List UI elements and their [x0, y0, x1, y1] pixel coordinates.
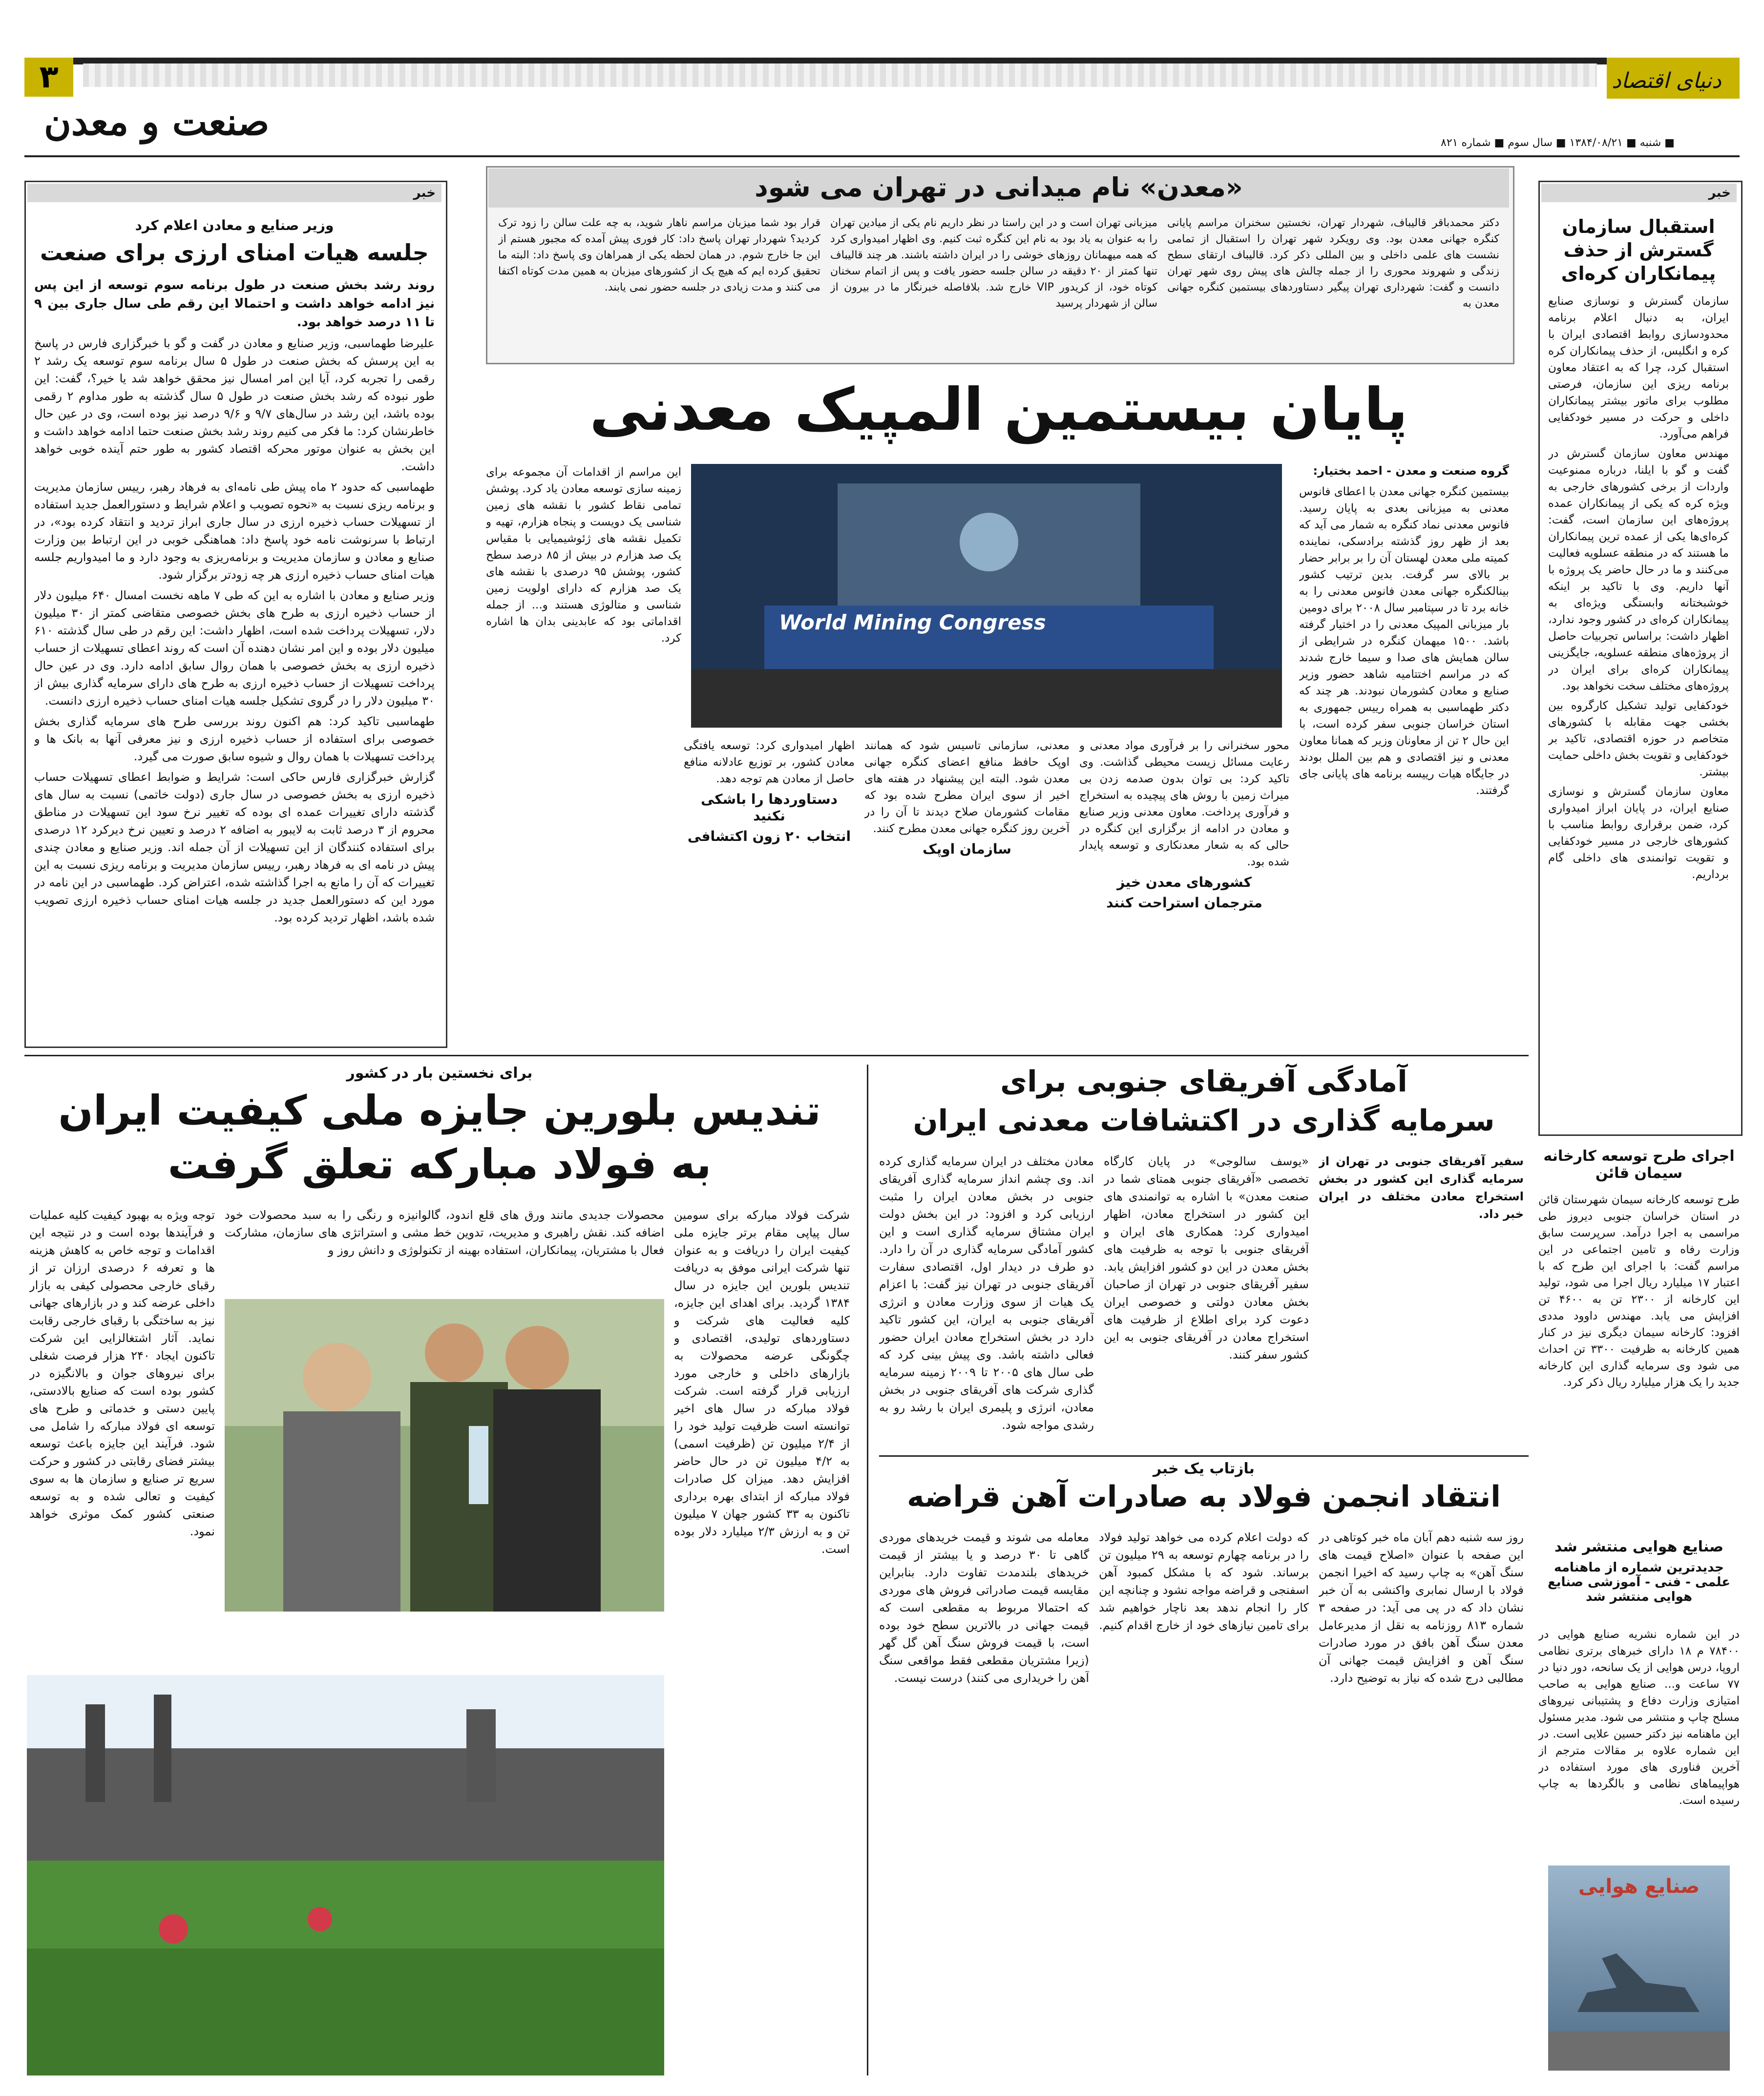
right-body-p3: خودکفایی تولید تشکیل کارگروه بین بخشی جهت مقابله با کشورهای متخاصم در حوزه اقتصادی، تاکید بر خودکفایی و تقویت بخش داخلی حمایت بیشتر.	[1548, 699, 1729, 778]
right-body-p4: معاون سازمان گسترش و نوسازی صنایع ایران، در پایان ابراز امیدواری کرد، ضمن برقراری روابط مناسب با کشورهای خارجی در مسیر خودکفایی و تقویت توانمندی های داخلی گام برداریم.	[1548, 785, 1729, 881]
main-col-3-text: معدنی، سازمانی تاسیس شود که همانند اوپک حافظ منافع اعضای کنگره جهانی معدن شود. البته این پیشنهاد در هفته های اخیر از سوی ایران مطرح شده بود که مقامات کشورمان صلاح دیدند تا آن را در آخرین روز کنگره جهانی معدن مطرح کنند.	[864, 739, 1070, 835]
main-col-3	[864, 737, 1070, 1030]
subhead-zone: انتخاب ۲۰ زون اکتشافی	[687, 828, 851, 844]
steel-col-2: محصولات جدیدی مانند ورق های قلع اندود، گالوانیزه و رنگی را به سبد محصولات خود اضافه کند. نقش راهبری و مدیریت، تدوین خط مشی و استراتژی های سازمان، مشارکت فعال با مشتریان، پیمانکاران، استفاده بهینه از تکنولوژی و دانش روز و	[225, 1208, 664, 1257]
left-kicker: وزیر صنایع و معادن اعلام کرد	[135, 217, 334, 233]
right-news2-body: طرح توسعه کارخانه سیمان شهرستان قائن در استان خراسان جنوبی دیروز طی مراسمی به اجرا درآمد. سرپرست سابق وزارت رفاه و تامین اجتماعی در این مراسم گفت: با اجرای این طرح که با اعتبار ۱۷ میلیارد ریال اجرا می شود، تولید این کارخانه از ۲۳۰۰ تن به ۴۶۰۰ تن افزایش می یابد. مهندس داوود مددی افزود: کارخانه سیمان دیگری نیز در کنار همین کارخانه به ظرفیت ۳۳۰۰ تن احداث می شود وی سرمایه گذاری این کارخانه جدید را یک هزار میلیارد ریال ذکر کرد.	[1538, 1194, 1740, 1389]
section-title: صنعت و معدن	[44, 100, 270, 144]
left-lead: روند رشد بخش صنعت در طول برنامه سوم توسعه از این پس نیز ادامه خواهد داشت و احتمالا این رقم طی سال جاری بین ۹ تا ۱۱ درصد خواهد بود.	[34, 278, 435, 330]
subhead-dastavardha: دستاوردها را باشکی نکنید	[700, 791, 838, 824]
top-box-col-2: میزبانی تهران است و در این راستا در نظر داریم نام یکی از میادین تهران را به عنوان به یاد بود به نام این کنگره ثبت کنیم. وی اظهار امیدواری کرد که همه میهمانان روزهای خوشی را در ایران داشته باشند. هر چند قالیباف تنها کمتر از ۲۰ دقیقه در سالن جلسه حضور یافت و پس از اتمام سخنان کوتاه خود، از کریدور VIP خارج شد. بلافاصله خبرنگار ما در بیرون از سالن از شهردار پرسید	[830, 217, 1157, 310]
right-news3-kicker: جدیدترین شماره از ماهنامه علمی - فنی - آموزشی صنایع هوایی منتشر شد	[1547, 1560, 1731, 1604]
sa-headline-2: سرمایه گذاری در اکتشافات معدنی ایران	[913, 1104, 1495, 1138]
subhead-kashvar: کشورهای معدن خیز	[1117, 874, 1252, 890]
steel-caption	[225, 1616, 664, 1660]
main-col-1: بیستمین کنگره جهانی معدن با اعطای فانوس معدنی به میزبانی بعدی به پایان رسید. فانوس معدنی نماد کنگره به شمار می آید که بعد از ظهر روز گذشته برادسکی، نماینده کمیته ملی معدن لهستان آن را بر برابر حضار بر بالای سر گرفت. بدین ترتیب کشور بینالکنگره جهانی معدن فانوس معدنی را به خانه برد تا در سپتامبر سال ۲۰۰۸ برای دومین بار میزبانی المپیک معدنی را در اختیار گرفته باشد. ۱۵۰۰ میهمان کنگره در شرایطی از سالن همایش های صدا و سیما خارج شدند که در مراسم اختتامیه شاهد حضور وزیر صنایع و معادن کشورمان نبودند. هر چند که دکتر طهماسبی به همراه رییس جمهوری به استان خراسان جنوبی سفر کرده است، با این حال ۲ تن از معاونان وزیر که همانا معاون معدنی و نیز اقتصادی و هم بین الملل بودند در جایگاه هیات رییسه برنامه های پایانی جای گرفتند.	[1299, 485, 1509, 797]
subhead-motarjeman: مترجمان استراحت کنند	[1106, 895, 1262, 911]
steel-col-3: توجه ویژه به بهبود کیفیت کلیه عملیات و فرآیندها بوده است و در نتیجه این اقدامات و توجه خاص به کاهش هزینه ها و تعرفه ۶ درصدی ارزان تر از رقبای خارجی محصولی کیفی به بازار داخلی عرضه کند و در بازارهای جهانی نیز به ساختگی با رقبای خارجی رقابت نماید. آثار اشتغالزایی این شرکت تاکنون ایجاد ۲۴۰ هزار فرصت شغلی برای نیروهای جوان و بالانگیزه در کشور بوده است که صنایع بالادستی، پایین دستی و خدماتی و طرح های توسعه ای فولاد مبارکه را شامل می شود. فرآیند این جایزه باعث توسعه بیشتر فضای رقابتی در کشور و حرکت سریع تر صنایع و سازمان ها به سوی کیفیت و تعالی شده و به توسعه صنعتی کشور کمک موثری خواهد نمود.	[29, 1208, 215, 1538]
top-box-title: «معدن» نام میدانی در تهران می شود	[755, 172, 1243, 203]
magazine-cover-image	[1548, 1865, 1730, 2071]
left-body-p5: گزارش خبرگزاری فارس حاکی است: شرایط و ضوابط اعطای تسهیلات حساب ذخیره ارزی به بخش خصوصی در سال جاری (دولت خاتمی) نسبت به سال های گذشته دارای تغییرات عمده ای بوده که تغییر نرخ سود این تسهیلات در مناطق محروم از ۳ درصد ثابت به لایبور به اضافه ۲ درصد و تعیین نرخ دیرکرد ۱۲ درصدی برای استفاده کنندگان از این تسهیلات از آن جمله اند. وزیر صنایع و معادن چندی پیش در نامه ای به فرهاد رهبر، رییس سازمان مدیریت و برنامه ریزی نسبت به این تغییرات که آن را مانع به اجرا گذاشته شده، اعتراض کرد. طهماسبی در این نامه در مورد این که دستورالعمل جدید در جلسه هیات امنای حساب ذخیره ارزی تصویب شده باشد، اظهار تردید کرده بود.	[34, 770, 435, 924]
main-headline: پایان بیستمین المپیک معدنی	[589, 376, 1408, 444]
right-news3-title: صنایع هوایی منتشر شد	[1554, 1538, 1724, 1555]
steel-kicker: برای نخستین بار در کشور	[346, 1065, 533, 1082]
main-col-4-text: اظهار امیدواری کرد: توسعه یافتگی معادن کشور، بر توزیع عادلانه منافع حاصل از معادن هم توجه دهد.	[684, 739, 855, 785]
newspaper-logo: دنیای اقتصاد	[1612, 68, 1722, 93]
top-box-col-3: قرار بود شما میزبان مراسم ناهار شوید، به چه علت سالن را زود ترک کردید؟ شهردار تهران پاسخ داد: کار فوری پیش آمده که مجبور هستم از این جا خارج شوم. در همان لحظه یکی از همراهان وی پاسخ داد: البته ما تحقیق کرده ایم که هیچ یک از کشورهای میزبان به همین مدت کوتاه اکتفا می کنند و مدت زیادی در جلسه حضور نمی یابند.	[498, 217, 820, 293]
header-gray-band	[83, 63, 1597, 87]
main-photo-congress	[691, 464, 1282, 728]
left-body-p3: وزیر صنایع و معادن با اشاره به این که طی ۷ ماهه نخست امسال ۶۴۰ میلیون دلار از حساب ذخیره ارزی به طرح های بخش خصوصی متقاضی کمتر از ۳۰ میلیون دلار، تسهیلات پرداخت شده است، اظهار داشت: این رقم در طی سال گذشته ۶۱۰ میلیون دلار بوده و این امر نشان دهنده آن است که روند اعطای تسهیلات از حساب ذخیره ارزی به بخش خصوصی با همان روال سابق ادامه دارد. وی در عین حال پرداخت تسهیلات از حساب ذخیره ارزی به طرح های دارای سرمایه گذاری بیش از ۳۰ میلیون دلار را در گروی تشکیل جلسه هیات امنای حساب ذخیره ارزی دانست.	[34, 588, 435, 708]
left-body-p4: طهماسبی تاکید کرد: هم اکنون روند بررسی طرح های سرمایه گذاری بخش خصوصی برای استفاده از حساب ذخیره ارزی و نیز معرفی آنها به بانک ها و پرداخت تسهیلات با همان روال و شیوه سابق صورت می گیرد.	[34, 714, 435, 763]
right-news3-body: در این شماره نشریه صنایع هوایی در ۷۸۴۰۰ م ۱۸ دارای خبرهای برتری نظامی اروپا، درس هوایی از یک سانحه، دور دنیا در ۷۷ ساعت و... صنایع هوایی به صاحب امتیازی وزارت دفاع و پشتیبانی نیروهای مسلح چاپ و منتشر می شود. مدیر مسئول این ماهنامه نیز دکتر حسین علایی است. در این شماره علاوه بر مقالات مترجم از آخرین فناوری های مورد استفاده در هواپیماهای نظامی و بالگردها به چاپ رسیده است.	[1538, 1628, 1740, 1807]
dateline: ■ شنبه ■ ۱۳۸۴/۰۸/۲۱ ■ سال سوم ■ شماره ۸۲۱	[1441, 137, 1675, 149]
scrap-col-3: معامله می شوند و قیمت خریدهای موردی گاهی تا ۳۰ درصد و یا بیشتر از قیمت خریدهای بلندمدت تفاوت دارد. بنابراین مقایسه قیمت صادراتی فروش های موردی که احتمالا مربوط به مقطعی است که قیمت جهانی در بالاترین سطح خود بوده است، با قیمت فروش سنگ آهن گل گهر (زیرا مشتریان مقطعی فقط مواقعی سنگ آهن را خریداری می کنند) درست نیست.	[879, 1530, 1089, 1685]
main-col-5: این مراسم از اقدامات آن مجموعه برای زمینه سازی توسعه معادن یاد کرد. پوشش تمامی نقاط کشور با نقشه های زمین شناسی یک دویست و پنجاه هزارم، تهیه و تکمیل نقشه های ژئوشیمیایی با مقیاس یک صد هزارم در بیش از ۸۵ درصد سطح کشور، پوشش ۹۵ درصدی با نقشه های یک صد هزارم که دارای اولویت زمین شناسی و متالوژی هستند و... از جمله اقداماتی بود که عابدینی بدان ها اشاره کرد.	[486, 466, 681, 645]
steel-headline-2: به فولاد مبارکه تعلق گرفت	[168, 1140, 712, 1188]
scrap-headline: انتقاد انجمن فولاد به صادرات آهن قراضه	[907, 1480, 1501, 1514]
congress-logo-icon	[960, 513, 1018, 571]
crystal-trophy-icon	[469, 1426, 488, 1504]
scrap-col-2: که دولت اعلام کرده می خواهد تولید فولاد را در برنامه چهارم توسعه به ۲۹ میلیون تن برساند. شود که با مشکل کمبود آهن اسفنجی و قراضه مواجه نشود و چنانچه این کار را انجام ندهد بعد ناچار خواهیم شد برای تامین نیازهای خود از خارج اقدام کنیم.	[1099, 1530, 1309, 1632]
steel-col-1: شرکت فولاد مبارکه برای سومین سال پیاپی مقام برتر جایزه ملی کیفیت ایران را دریافت و به عنوان تنها شرکت ایرانی موفق به دریافت تندیس بلورین این جایزه در سال ۱۳۸۴ گردید. برای اهدای این جایزه، کلیه فعالیت های شرکت و دستاوردهای تولیدی، اقتصادی و چگونگی عرضه محصولات به بازارهای داخلی و خارجی مورد ارزیابی قرار گرفته است. شرکت فولاد مبارکه در سال های اخیر توانسته است ظرفیت تولید خود را از ۲/۴ میلیون تن (ظرفیت اسمی) به ۴/۲ میلیون تن در حال حاضر افزایش دهد. میزان کل صادرات فولاد مبارکه از ابتدای بهره برداری تاکنون به ۳۳ کشور جهان ۷ میلیون تن و به ارزش ۲/۳ میلیارد دلار بوده است.	[674, 1208, 850, 1556]
photo-banner: World Mining Congress	[779, 610, 1046, 634]
magazine-cover-title: صنایع هوایی	[1578, 1875, 1700, 1898]
main-col-4	[684, 737, 855, 1030]
steel-headline-1: تندیس بلورین جایزه ملی کیفیت ایران	[58, 1087, 821, 1134]
right-title: استقبال سازمان گسترش از حذف پیمانکاران کره‌ای	[1561, 216, 1716, 284]
vertical-divider	[867, 1065, 868, 2075]
sa-lead: سفیر آفریقای جنوبی در تهران از سرمایه گذاری این کشور در بخش استخراج معادن مختلف در ایران خبر داد.	[1319, 1154, 1524, 1221]
top-box-col-1: دکتر محمدباقر قالیباف، شهردار تهران، نخستین سخنران مراسم پایانی کنگره جهانی معدن بود. وی رویکرد شهر تهران را استقبال از تمامی نشست های علمی داخلی و بین المللی ذکر کرد. قالیباف ارتقای سطح زندگی و شهروند محوری را از جمله چالش های پیش روی شهر تهران دانست و گفت: شهرداری تهران پیگیر دستاوردهای بیستمین کنگره جهانی معدن به	[1167, 217, 1499, 310]
right-news2-title: اجرای طرح توسعه کارخانه سیمان قائن	[1543, 1148, 1735, 1182]
sa-headline-1: آمادگی آفریقای جنوبی برای	[1000, 1065, 1407, 1099]
header-bottom-rule	[24, 155, 1740, 157]
sa-bottom-rule	[879, 1455, 1529, 1457]
aircraft-icon	[1577, 1953, 1700, 2012]
mid-rule	[24, 1055, 1529, 1056]
scrap-kicker: بازتاب یک خبر	[1153, 1460, 1255, 1477]
left-news-tag: خبر	[27, 184, 441, 202]
main-col-2	[1079, 737, 1289, 1030]
left-title: جلسه هیات امنای ارزی برای صنعت	[40, 239, 429, 266]
steel-plant-photo	[27, 1675, 664, 2075]
right-body	[1548, 293, 1729, 1123]
main-byline: گروه صنعت و معدن - احمد بختیار:	[1313, 464, 1509, 478]
award-ceremony-photo	[225, 1299, 664, 1612]
sa-col-1: «یوسف سالوجی» در پایان کارگاه تخصصی «آفریقای جنوبی همتای شما در صنعت معدن» با اشاره به توانمندی های این کشور در استخراج معادن، اظهار امیدواری کرد: همکاری های ایران و آفریقای جنوبی با توجه به ظرفیت های بخش معدن در این دو کشور افزایش یابد. سفیر آفریقای جنوبی در تهران از صاحبان بخش معادن دولتی و خصوصی ایران دعوت کرد برای اطلاع از ظرفیت های استخراج معادن در آفریقای جنوبی به این کشور سفر کنند.	[1104, 1154, 1309, 1362]
flower-bed-icon	[159, 1914, 188, 1944]
main-col-2-text: محور سخنرانی را بر فرآوری مواد معدنی و رعایت مسائل زیست محیطی گذاشت. وی تاکید کرد: بی توان بدون صدمه زدن بی میراث زمین با روش های پیچیده به استخراج و فرآوری پرداخت. معاون معدنی وزیر صنایع و معادن در ادامه از برگزاری این کنگره در حالی که به شعار معدنکاری و توسعه پایدار شده بود.	[1079, 739, 1289, 868]
page-number-box: ۳	[24, 58, 73, 97]
left-body	[34, 335, 435, 1038]
right-news-tag: خبر	[1541, 184, 1737, 202]
left-body-p1: علیرضا طهماسبی، وزیر صنایع و معادن در گفت و گو با خبرگزاری فارس در پاسخ به این پرسش که بخش صنعت در طول ۵ سال برنامه سوم توسعه یک رشد ۲ رقمی را تجربه کرد، آیا این امر امسال نیز محقق خواهد شد یا خیر؟، گفت: این طور نبوده که رشد بخش صنعت در طول ۵ سال گذشته به طور مداوم ۲ رقمی بوده باشد، این رشد در سال‌های ۹/۷ و ۹/۶ درصد نیز بوده است، وی در عین حال خاطرنشان کرد: ما فکر می کنیم روند رشد بخش صنعت حتما ادامه خواهد داشت و این بخش به عنوان موتور محرکه اقتصاد کشور به طور حتم آینده خوبی خواهد داشت.	[34, 336, 435, 473]
subhead-opec: سازمان اوپک	[923, 841, 1011, 857]
sa-col-2: معادن مختلف در ایران سرمایه گذاری کرده اند. وی چشم انداز سرمایه گذاری آفریقای جنوبی در بخش معادن ایران را مثبت ارزیابی کرد و افزود: در این بخش دولت ایران مشتاق سرمایه گذاری است و این کشور آمادگی سرمایه گذاری در آن را دارد. دو طرف در دیدار اول، اقتصادی سفارت آفریقای جنوبی در تهران نیز گفت: با اعزام یک هیات از سوی وزارت معادن و انرژی آفریقای جنوبی به ایران، این کشور تاکید دارد در بخش استخراج معادن ایران حضور فعالی داشته باشد. وی پیش بینی کرد که طی سال های ۲۰۰۵ تا ۲۰۰۹ زمینه سرمایه گذاری شرکت های آفریقای جنوبی در بخش معادن، انرژی و پلیمری ایران با رشد رو به رشدی مواجه شود.	[879, 1154, 1094, 1432]
right-body-p2: مهندس معاون سازمان گسترش در گفت و گو با ایلنا، درباره ممنوعیت واردات از برخی کشورهای خارجی به ویژه کره که یکی از پیمانکاران عمده پروژه‌های این سازمان است، گفت: کره‌ای‌ها یکی از عمده ترین پیمانکاران ما هستند که در منطقه عسلویه فعالیت می‌کنند و ما در حال حاضر یک پروژه با آنها داریم. وی با تاکید بر اینکه خوشبختانه وابستگی ویژه‌ای به پیمانکاران کره‌ای در کشور وجود ندارد، اظهار داشت: براساس تجربیات حاصل از پروژه‌های منطقه عسلویه، جایگزینی پیمانکاران کره‌ای برای ایران در پروژه‌های مختلف سخت نخواهد بود.	[1548, 447, 1729, 692]
right-body-p1: سازمان گسترش و نوسازی صنایع ایران، به دنبال اعلام برنامه محدودسازی روابط اقتصادی ایران با کره و انگلیس، از حذف پیمانکاران کره استقبال کرد، چرا که به اعتقاد معاون برنامه ریزی این سازمان، فرصتی مطلوب برای ماتور بیشتر پیمانکاران داخلی و حرکت در مسیر خودکفایی فراهم می‌آورد.	[1548, 295, 1729, 440]
scrap-col-1: روز سه شنبه دهم آبان ماه خبر کوتاهی در این صفحه با عنوان «اصلاح قیمت های سنگ آهن» به چاپ رسید که اخیرا انجمن فولاد با ارسال نمابری واکنشی به آن خبر نشان داد که در پی می آید: در صفحه ۳ شماره ۸۱۳ روزنامه به نقل از مدیرعامل معدن سنگ آهن بافق در مورد صادرات سنگ آهن و افزایش قیمت جهانی آن مطالبی درج شده که نیاز به توضیح دارد.	[1319, 1530, 1524, 1685]
left-body-p2: طهماسبی که حدود ۲ ماه پیش طی نامه‌ای به فرهاد رهبر، رییس سازمان مدیریت و برنامه ریزی نسبت به «نحوه تصویب و اعلام شرایط و دستورالعمل جدید استفاده از تسهیلات حساب ذخیره ارزی در سال جاری ابراز تردید و انتقاد کرده بود»، در ارتباط با سرنوشت نامه خود پاسخ داد: هماهنگی خوبی در این ارتباط بین وزارت صنایع و معادن و سازمان مدیریت و برنامه‌ریزی به وجود دارد و ما امیدواریم جلسه هیات امنای حساب ذخیره ارزی هر چه زودتر برگزار شود.	[34, 480, 435, 582]
